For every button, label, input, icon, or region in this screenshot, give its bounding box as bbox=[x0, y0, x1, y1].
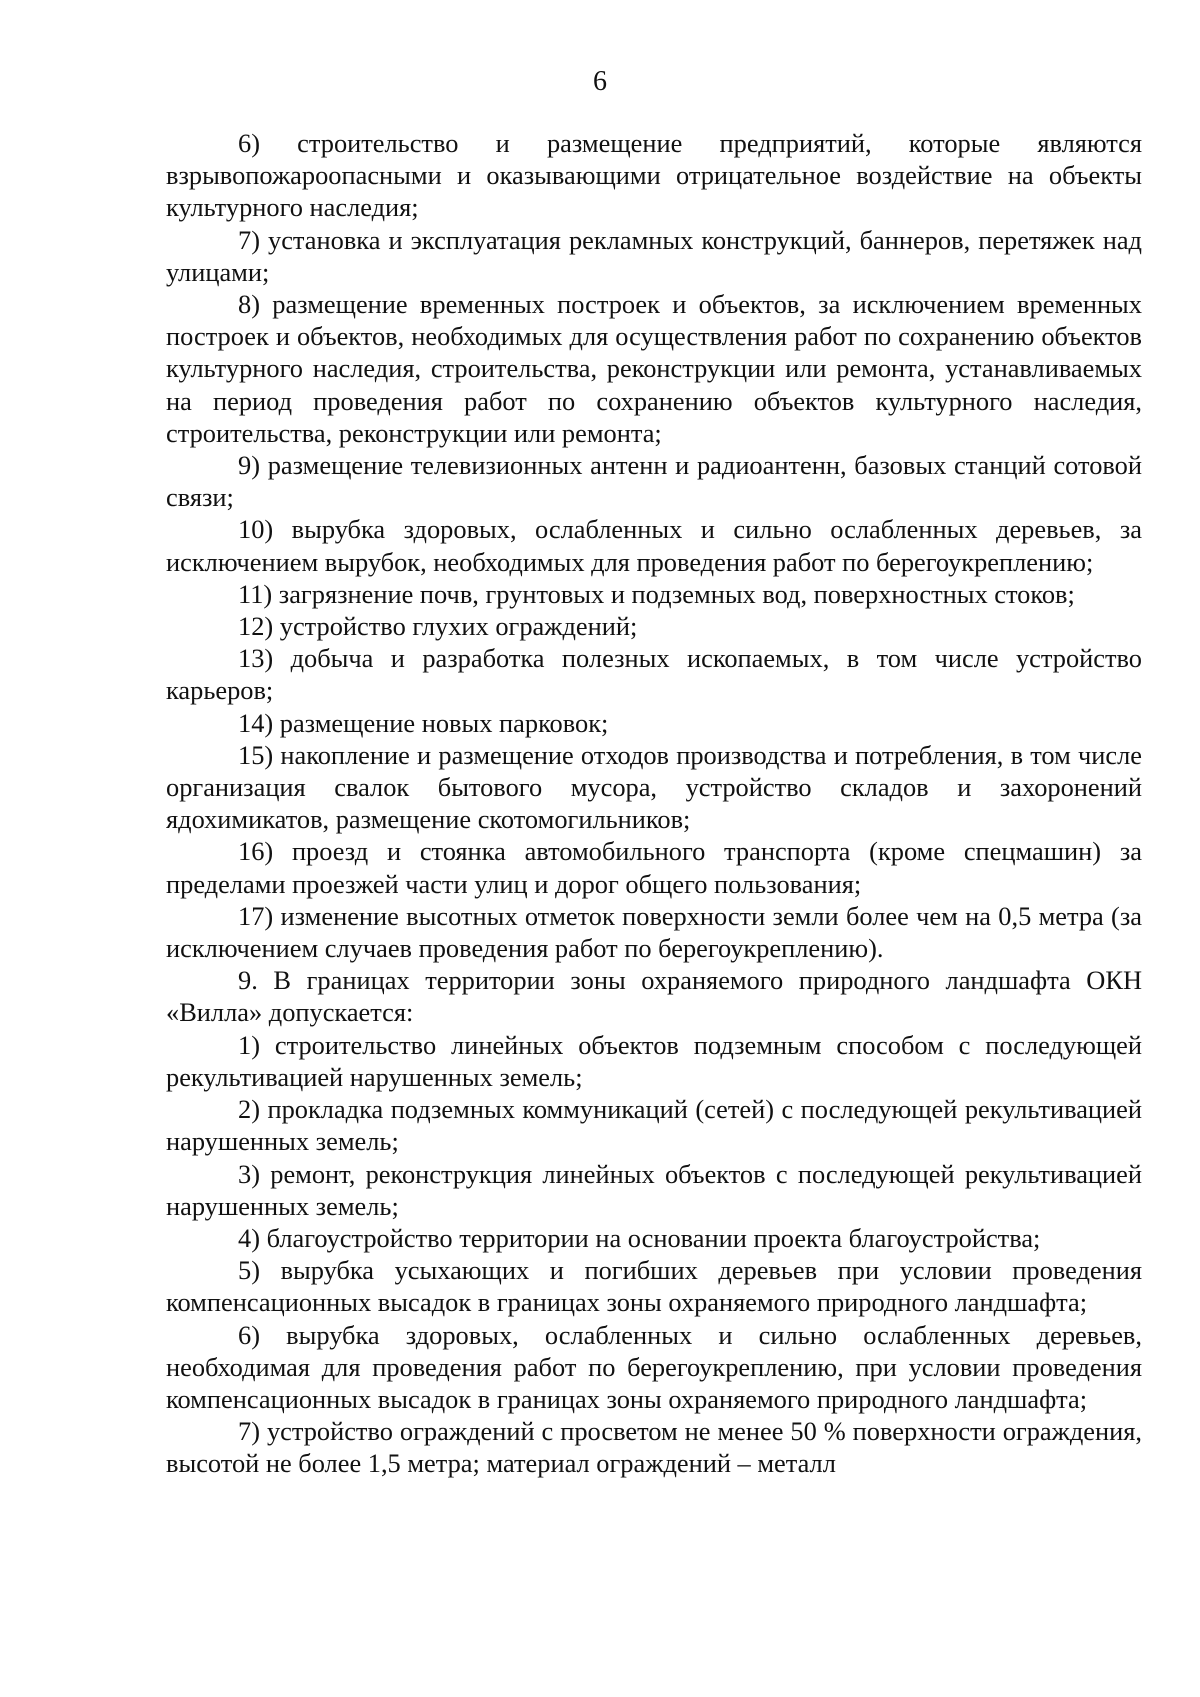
list-item: 5) вырубка усыхающих и погибших деревьев при условии проведения компенсационных высадок в границах зоны охраняемого природного ландшафта; bbox=[166, 1255, 1142, 1318]
list-item: 17) изменение высотных отметок поверхности земли более чем на 0,5 метра (за исключением случаев проведения работ по берегоукреплению). bbox=[166, 900, 1142, 964]
list-item: 9) размещение телевизионных антенн и радиоантенн, базовых станций сотовой связи; bbox=[166, 450, 1142, 513]
list-item: 3) ремонт, реконструкция линейных объектов с последующей рекультивацией нарушенных земель; bbox=[166, 1158, 1142, 1221]
page-number: 6 bbox=[593, 66, 607, 97]
document-body bbox=[166, 127, 1142, 1480]
list-item: 7) установка и эксплуатация рекламных конструкций, баннеров, перетяжек над улицами; bbox=[166, 224, 1142, 287]
list-item: 14) размещение новых парковок; bbox=[238, 707, 609, 738]
section-paragraph: 9. В границах территории зоны охраняемого природного ландшафта ОКН «Вилла» допускается: bbox=[166, 965, 1142, 1028]
list-item: 2) прокладка подземных коммуникаций (сетей) с последующей рекультивацией нарушенных земель; bbox=[166, 1094, 1142, 1157]
list-item: 12) устройство глухих ограждений; bbox=[238, 611, 638, 642]
list-item: 15) накопление и размещение отходов производства и потребления, в том числе организация свалок бытового мусора, устройство складов и захоронений ядохимикатов, размещение скотомогильников; bbox=[166, 739, 1142, 835]
list-item: 6) вырубка здоровых, ослабленных и сильно ослабленных деревьев, необходимая для проведения работ по берегоукреплению, при условии проведения компенсационных высадок в границах зоны охраняемого природного ландшафта; bbox=[166, 1319, 1142, 1414]
list-item: 10) вырубка здоровых, ослабленных и сильно ослабленных деревьев, за исключением вырубок, необходимых для проведения работ по берегоукреплению; bbox=[166, 514, 1142, 577]
list-item: 4) благоустройство территории на основании проекта благоустройства; bbox=[238, 1222, 1041, 1253]
list-item: 16) проезд и стоянка автомобильного транспорта (кроме спецмашин) за пределами проезжей части улиц и дорог общего пользования; bbox=[166, 836, 1142, 899]
list-item: 7) устройство ограждений с просветом не менее 50 % поверхности ограждения, высотой не более 1,5 метра; материал ограждений – металл bbox=[166, 1416, 1142, 1479]
list-item: 6) строительство и размещение предприятий, которые являются взрывопожароопасными и оказывающими отрицательное воздействие на объекты культурного наследия; bbox=[166, 128, 1142, 223]
list-item: 13) добыча и разработка полезных ископаемых, в том числе устройство карьеров; bbox=[166, 643, 1142, 706]
list-item: 1) строительство линейных объектов подземным способом с последующей рекультивацией нарушенных земель; bbox=[166, 1029, 1142, 1092]
list-item: 11) загрязнение почв, грунтовых и подземных вод, поверхностных стоков; bbox=[238, 578, 1075, 609]
list-item: 8) размещение временных построек и объектов, за исключением временных построек и объектов, необходимых для осуществления работ по сохранению объектов культурного наследия, строительства, реконструкции или ремонта, устанавливаемых на период проведения работ по сохранению объектов культурного наследия, строительства, реконструкции или ремонта; bbox=[166, 289, 1142, 448]
